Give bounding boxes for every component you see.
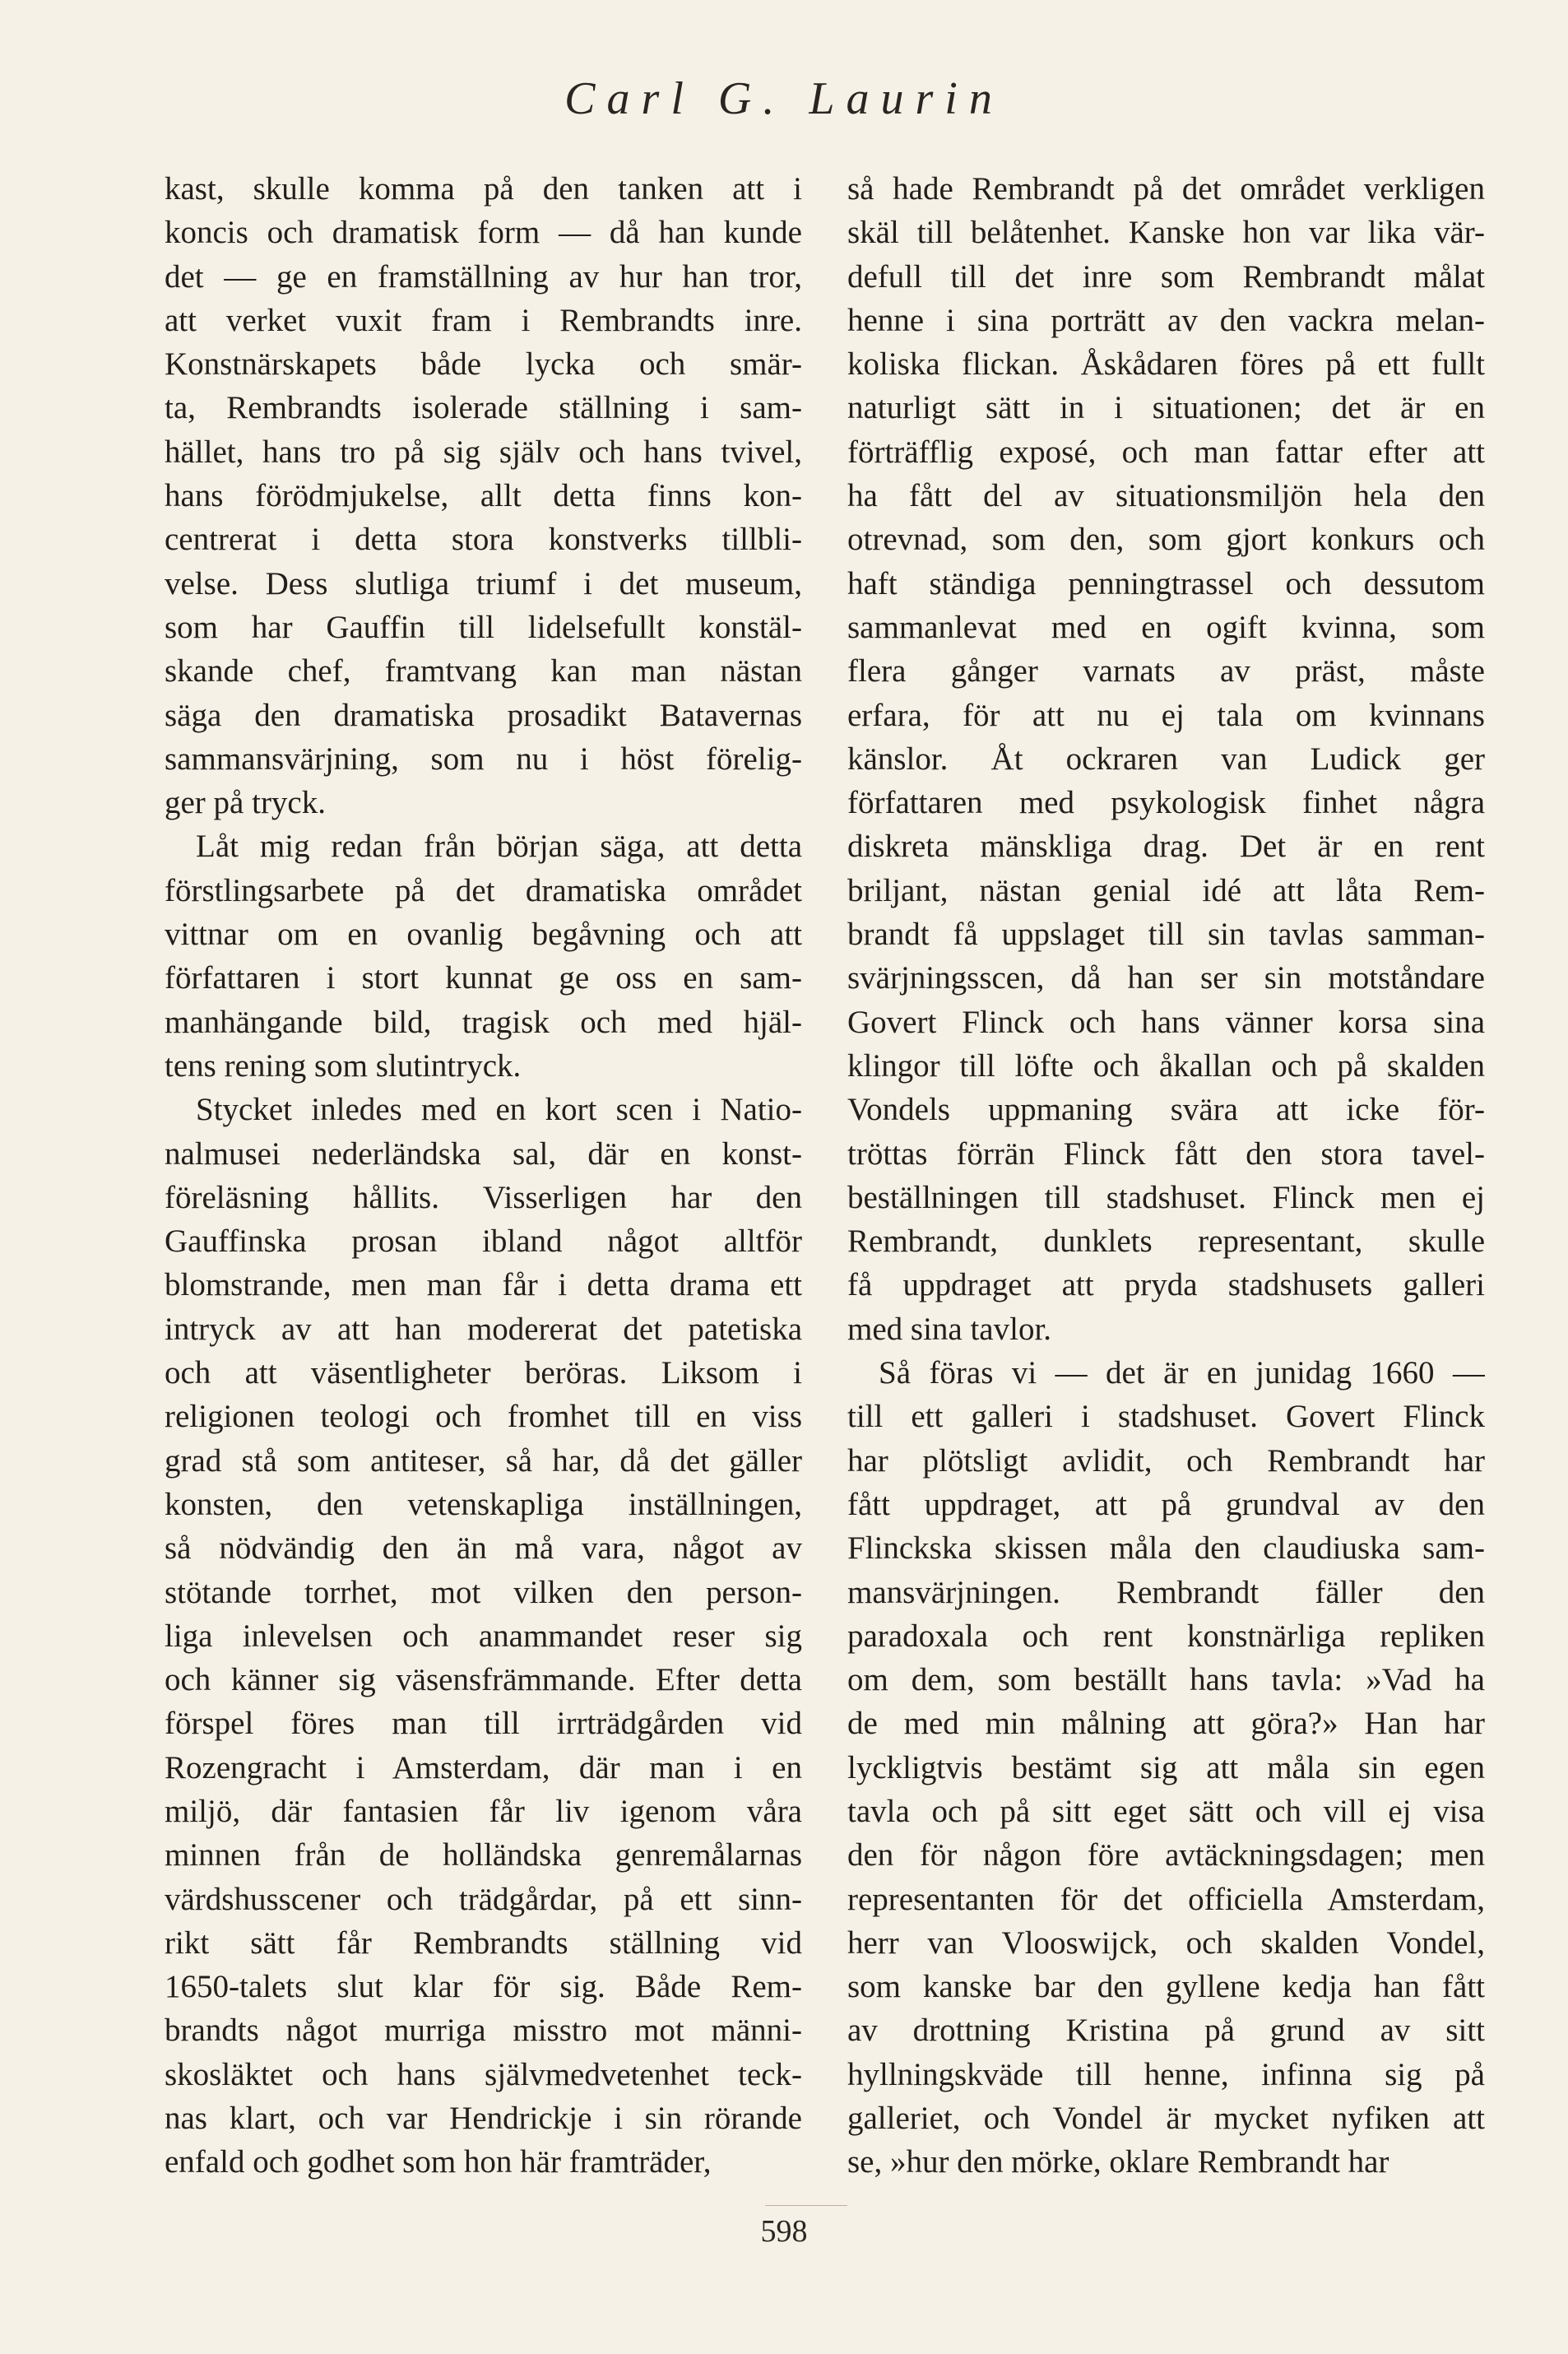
text-line: säga den dramatiska prosadikt Batavernas: [165, 697, 802, 733]
text-line: mansvärjningen. Rembrandt fäller den: [847, 1574, 1485, 1610]
text-line: ger på tryck.: [165, 785, 326, 821]
text-line: briljant, nästan genial idé att låta Rem-: [847, 872, 1485, 908]
text-line: ta, Rembrandts isolerade ställning i sam-: [165, 390, 802, 426]
text-line: Rozengracht i Amsterdam, där man i en: [165, 1749, 802, 1785]
text-line: och att väsentligheter beröras. Liksom i: [165, 1355, 802, 1391]
text-line: hyllningskväde till henne, infinna sig på: [847, 2056, 1485, 2092]
text-line: Vondels uppmaning svära att icke för-: [847, 1092, 1485, 1128]
text-line: förspel föres man till irrträdgården vid: [165, 1706, 802, 1742]
text-line: henne i sina porträtt av den vackra melan-: [847, 302, 1485, 338]
text-line: har plötsligt avlidit, och Rembrandt har: [847, 1442, 1485, 1479]
text-line: 1650-talets slut klar för sig. Både Rem-: [165, 1969, 802, 2005]
text-line: hans förödmjukelse, allt detta finns kon-: [165, 478, 802, 514]
text-line: tens rening som slutintryck.: [165, 1047, 522, 1084]
text-line: liga inlevelsen och anammandet reser sig: [165, 1618, 802, 1654]
text-line: representanten för det officiella Amsterdam,: [847, 1881, 1485, 1917]
text-line: enfald och godhet som hon här framträder,: [165, 2144, 712, 2180]
text-line: diskreta mänskliga drag. Det är en rent: [847, 829, 1485, 865]
text-line: känslor. Åt ockraren van Ludick ger: [847, 741, 1485, 777]
text-line: manhängande bild, tragisk och med hjäl-: [165, 1004, 802, 1040]
text-line: blomstrande, men man får i detta drama ett: [165, 1267, 802, 1303]
text-line: om dem, som beställt hans tavla: »Vad ha: [847, 1662, 1485, 1698]
text-line: grad stå som antiteser, så har, då det gäller: [165, 1442, 802, 1479]
text-line: klingor till löfte och åkallan och på skalden: [847, 1047, 1485, 1084]
text-line: beställningen till stadshuset. Flinck men ej: [847, 1179, 1485, 1215]
text-line: så hade Rembrandt på det området verkligen: [847, 171, 1485, 207]
text-line: brandt få uppslaget till sin tavlas samman-: [847, 917, 1485, 953]
text-line: föreläsning hållits. Visserligen har den: [165, 1179, 802, 1215]
text-line: lyckligtvis bestämt sig att måla sin egen: [847, 1749, 1485, 1785]
text-line: skande chef, framtvang kan man nästan: [165, 653, 802, 689]
text-line: nalmusei nederländska sal, där en konst-: [165, 1135, 802, 1172]
text-line: av drottning Kristina på grund av sitt: [847, 2013, 1485, 2049]
text-line: hället, hans tro på sig själv och hans tvivel,: [165, 434, 802, 470]
text-line: som har Gauffin till lidelsefullt konstäl-: [165, 609, 802, 645]
page-number: 598: [760, 2214, 808, 2249]
text-line: defull till det inre som Rembrandt målat: [847, 258, 1485, 295]
text-line: flera gånger varnats av präst, måste: [847, 653, 1485, 689]
text-line: Konstnärskapets både lycka och smär-: [165, 346, 802, 383]
text-line: Govert Flinck och hans vänner korsa sina: [847, 1004, 1485, 1040]
text-line: och känner sig väsensfrämmande. Efter detta: [165, 1662, 802, 1698]
text-line: kast, skulle komma på den tanken att i: [165, 171, 802, 207]
text-line: religionen teologi och fromhet till en viss: [165, 1399, 802, 1435]
text-line: Gauffinska prosan ibland något alltför: [165, 1223, 802, 1260]
text-line: författaren i stort kunnat ge oss en sam-: [165, 960, 802, 996]
text-line: koliska flickan. Åskådaren föres på ett fullt: [847, 346, 1485, 383]
text-line: de med min målning att göra?» Han har: [847, 1706, 1485, 1742]
text-line: tavla och på sitt eget sätt och vill ej visa: [847, 1793, 1485, 1829]
text-line: skosläktet och hans självmedvetenhet teck-: [165, 2056, 802, 2092]
left-column: [165, 167, 802, 2185]
page-number-rule: [765, 2205, 847, 2206]
text-line: skäl till belåtenhet. Kanske hon var lika vär-: [847, 215, 1485, 251]
text-line: rikt sätt får Rembrandts ställning vid: [165, 1925, 802, 1961]
text-line: intryck av att han modererat det patetiska: [165, 1311, 802, 1347]
text-line: brandts något murriga misstro mot männi-: [165, 2013, 802, 2049]
text-line: Stycket inledes med en kort scen i Natio-: [196, 1092, 802, 1128]
text-line: förstlingsarbete på det dramatiska området: [165, 872, 802, 908]
text-line: stötande torrhet, mot vilken den person-: [165, 1574, 802, 1610]
text-line: som kanske bar den gyllene kedja han fått: [847, 1969, 1485, 2005]
text-line: velse. Dess slutliga triumf i det museum,: [165, 565, 802, 601]
text-line: med sina tavlor.: [847, 1311, 1052, 1347]
text-line: ha fått del av situationsmiljön hela den: [847, 478, 1485, 514]
text-line: herr van Vlooswijck, och skalden Vondel,: [847, 1925, 1485, 1961]
text-line: till ett galleri i stadshuset. Govert Flinck: [847, 1399, 1485, 1435]
text-line: sammanlevat med en ogift kvinna, som: [847, 609, 1485, 645]
text-line: naturligt sätt in i situationen; det är en: [847, 390, 1485, 426]
text-line: koncis och dramatisk form — då han kunde: [165, 215, 802, 251]
text-line: fått uppdraget, att på grundval av den: [847, 1486, 1485, 1522]
text-line: värdshusscener och trädgårdar, på ett sinn-: [165, 1881, 802, 1917]
text-line: miljö, där fantasien får liv igenom våra: [165, 1793, 802, 1829]
text-line: haft ständiga penningtrassel och dessutom: [847, 565, 1485, 601]
text-line: galleriet, och Vondel är mycket nyfiken att: [847, 2101, 1485, 2137]
text-line: centrerat i detta stora konstverks tillbli-: [165, 522, 802, 558]
text-line: otrevnad, som den, som gjort konkurs och: [847, 522, 1485, 558]
text-line: Rembrandt, dunklets representant, skulle: [847, 1223, 1485, 1260]
right-column: [847, 167, 1485, 2185]
text-line: tröttas förrän Flinck fått den stora tavel-: [847, 1135, 1485, 1172]
running-header: Carl G. Laurin: [564, 73, 1004, 124]
text-line: erfara, för att nu ej tala om kvinnans: [847, 697, 1485, 733]
text-line: författaren med psykologisk finhet några: [847, 785, 1485, 821]
text-line: sammansvärjning, som nu i höst förelig-: [165, 741, 802, 777]
text-line: nas klart, och var Hendrickje i sin rörande: [165, 2101, 802, 2137]
text-line: minnen från de holländska genremålarnas: [165, 1837, 802, 1873]
text-line: Så föras vi — det är en junidag 1660 —: [879, 1355, 1485, 1391]
text-line: så nödvändig den än må vara, något av: [165, 1530, 802, 1567]
text-line: svärjningsscen, då han ser sin motståndare: [847, 960, 1485, 996]
text-line: vittnar om en ovanlig begåvning och att: [165, 917, 802, 953]
text-line: förträfflig exposé, och man fattar efter att: [847, 434, 1485, 470]
text-line: se, »hur den mörke, oklare Rembrandt har: [847, 2144, 1389, 2180]
text-line: den för någon före avtäckningsdagen; men: [847, 1837, 1485, 1873]
text-line: att verket vuxit fram i Rembrandts inre.: [165, 302, 802, 338]
text-line: konsten, den vetenskapliga inställningen,: [165, 1486, 802, 1522]
text-line: Låt mig redan från början säga, att detta: [196, 829, 802, 865]
text-line: paradoxala och rent konstnärliga repliken: [847, 1618, 1485, 1654]
text-line: det — ge en framställning av hur han tror,: [165, 258, 802, 295]
text-line: få uppdraget att pryda stadshusets galleri: [847, 1267, 1485, 1303]
text-line: Flinckska skissen måla den claudiuska sam-: [847, 1530, 1485, 1567]
